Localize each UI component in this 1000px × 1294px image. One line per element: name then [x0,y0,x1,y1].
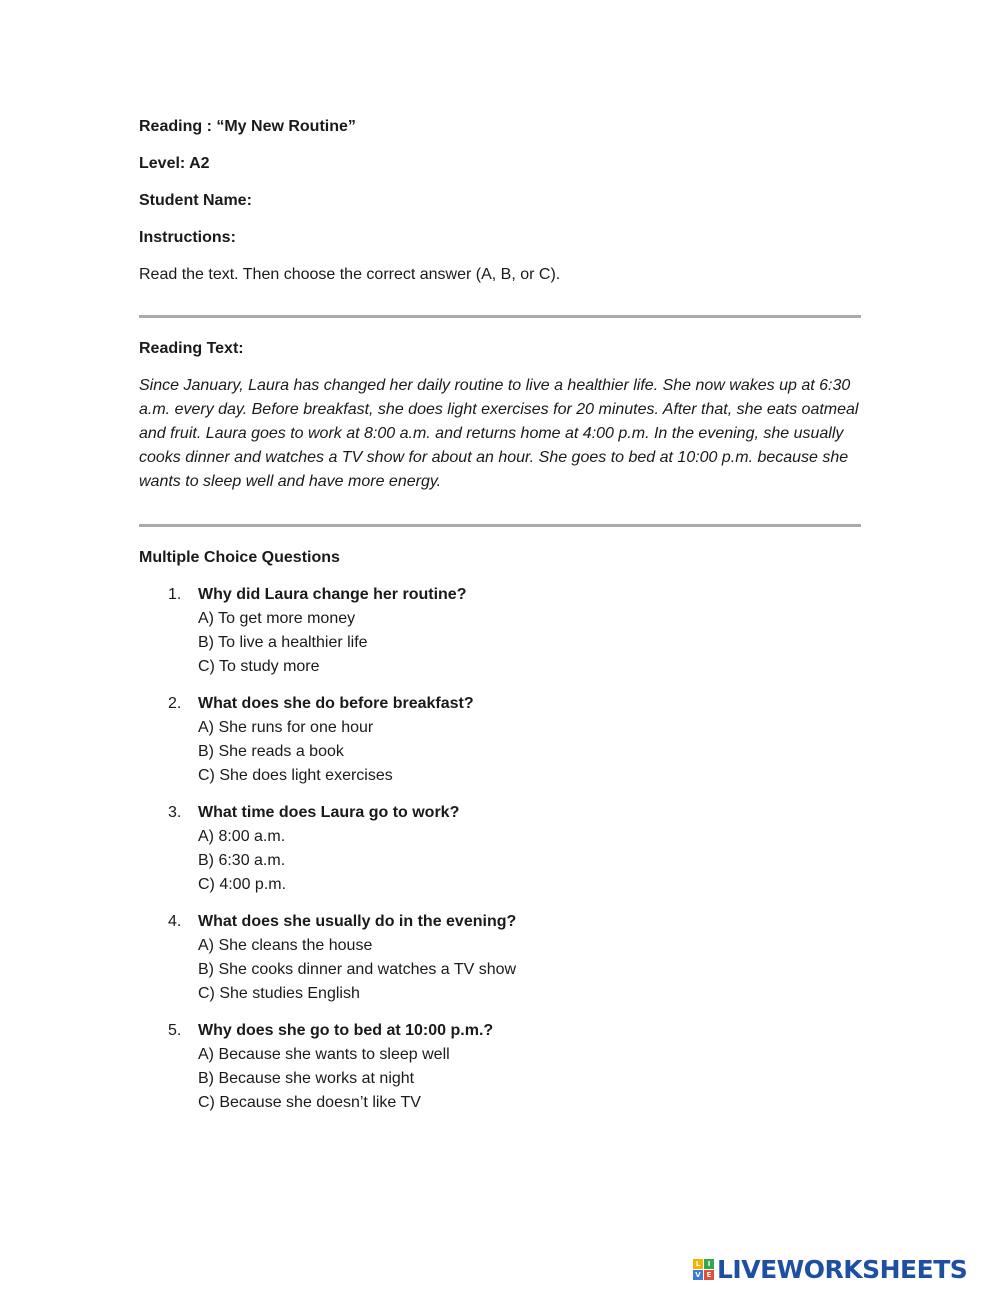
question-number: 2. [168,695,182,712]
answer-option[interactable]: A) Because she wants to sleep well [198,1046,450,1063]
answer-option[interactable]: C) Because she doesn’t like TV [198,1094,421,1111]
question-text: What time does Laura go to work? [198,804,460,821]
reading-passage: Since January, Laura has changed her daily routine to live a healthier life. She now wakes up at 6:30 a.m. every day. Before breakfast, she does light exercises for 20 minutes. After that, she eats oatmeal and fruit. Laura goes to work at 8:00 a.m. and returns home at 4:00 p.m. In the evening, she usually cooks dinner and watches a TV show for about an hour. She goes to bed at 10:00 p.m. because she wants to sleep well and have more energy. [139,377,859,490]
level-label: Level: A2 [139,155,210,172]
question-text: What does she usually do in the evening? [198,913,517,930]
question-item [139,1019,861,1115]
answer-option[interactable]: C) She studies English [198,985,360,1002]
liveworksheets-logo [693,1255,967,1283]
answer-option[interactable]: C) She does light exercises [198,767,393,784]
mcq-heading: Multiple Choice Questions [139,549,340,566]
logo-mark-letter: V [693,1270,703,1280]
logo-mark-icon [693,1259,714,1280]
question-item [139,910,861,1006]
instructions-label: Instructions: [139,229,236,246]
logo-text: LIVEWORKSHEETS [717,1254,968,1284]
answer-option[interactable]: B) 6:30 a.m. [198,852,286,869]
answer-option[interactable]: A) To get more money [198,610,356,627]
instructions-text: Read the text. Then choose the correct answer (A, B, or C). [139,266,561,283]
answer-option[interactable]: A) 8:00 a.m. [198,828,286,845]
question-number: 5. [168,1022,182,1039]
question-number: 4. [168,913,182,930]
question-number: 1. [168,586,182,603]
reading-text-heading: Reading Text: [139,340,244,357]
answer-option[interactable]: B) To live a healthier life [198,634,368,651]
question-number: 3. [168,804,182,821]
worksheet-content [139,116,861,1128]
logo-mark-letter: E [704,1270,714,1280]
answer-option[interactable]: B) Because she works at night [198,1070,415,1087]
answer-option[interactable]: C) To study more [198,658,320,675]
question-list [139,583,861,1115]
logo-mark-letter: L [693,1259,703,1269]
question-text: Why did Laura change her routine? [198,586,467,603]
answer-option[interactable]: A) She cleans the house [198,937,373,954]
reading-title: Reading : “My New Routine” [139,118,356,135]
answer-option[interactable]: C) 4:00 p.m. [198,876,287,893]
question-item [139,801,861,897]
answer-option[interactable]: B) She cooks dinner and watches a TV show [198,961,517,978]
logo-mark-letter: I [704,1259,714,1269]
answer-option[interactable]: A) She runs for one hour [198,719,374,736]
question-text: What does she do before breakfast? [198,695,474,712]
question-item [139,692,861,788]
divider [139,315,861,318]
divider [139,524,861,527]
student-name-label: Student Name: [139,192,252,209]
question-item [139,583,861,679]
answer-option[interactable]: B) She reads a book [198,743,344,760]
question-text: Why does she go to bed at 10:00 p.m.? [198,1022,494,1039]
